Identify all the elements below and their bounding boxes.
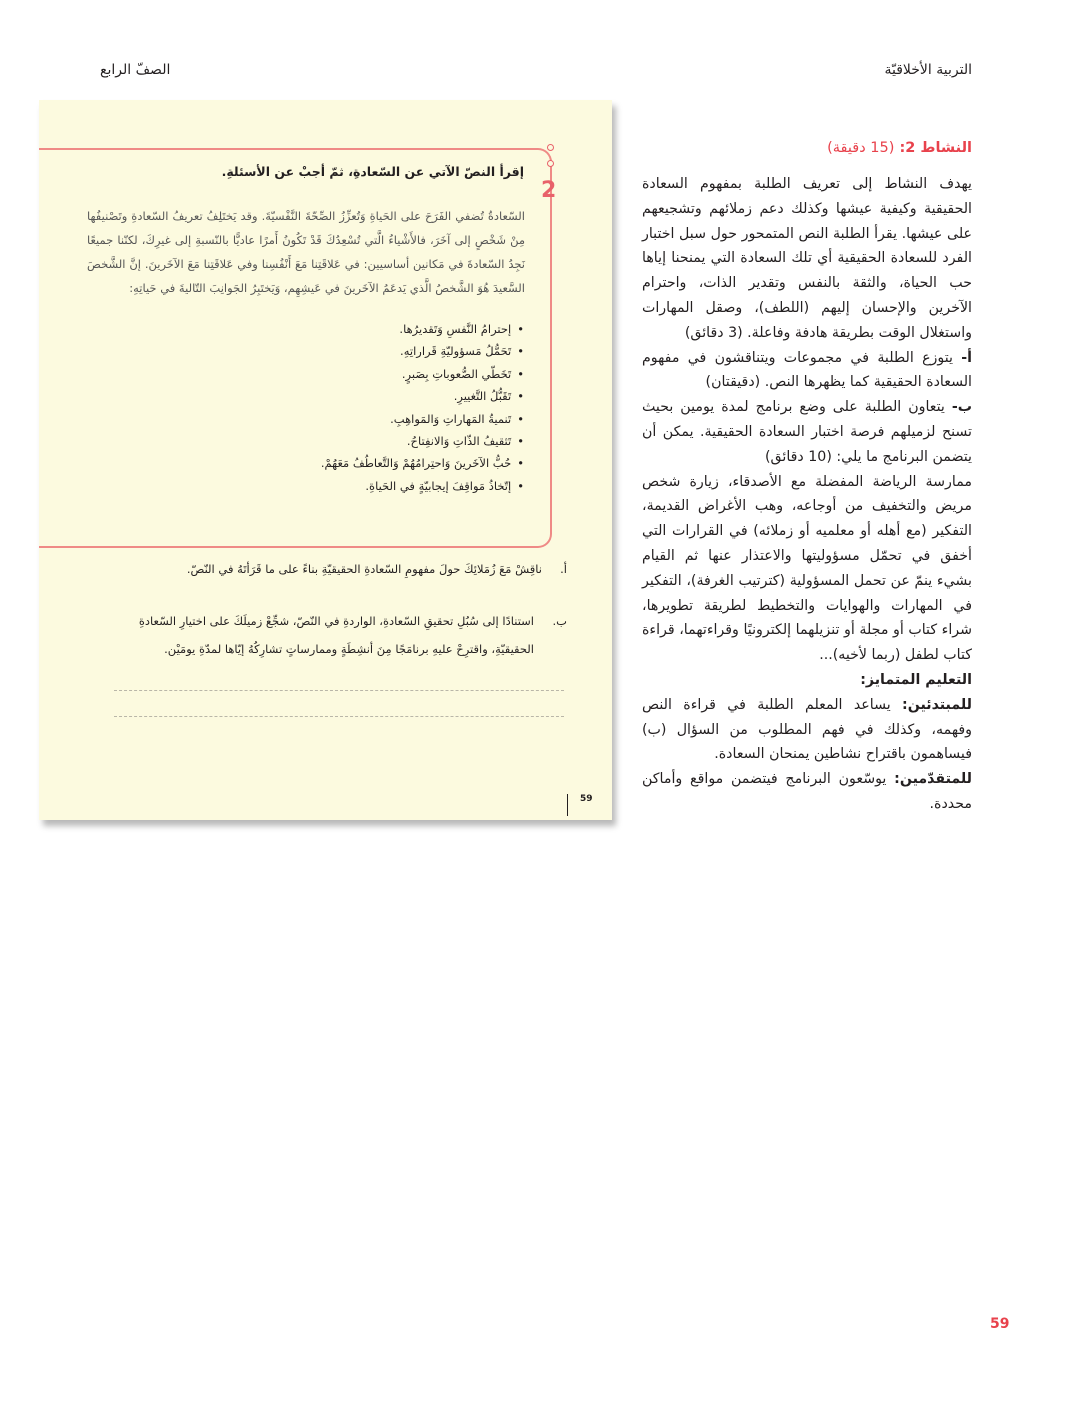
question-b-line2: الحقيقيّةِ، واقترِحْ عليهِ برنامَجًا مِنَ أنشِطَةٍ وممارساتٍ تشارِكُهُ إيّاها لمدّةِ يومَيْن.: [164, 642, 534, 656]
advanced-text: يوسّعون البرنامج فيتضمن مواقع وأماكن محددة.: [642, 771, 972, 812]
step-a: [642, 346, 972, 396]
step-b-label: ب-: [951, 399, 973, 416]
question-b-label: ب.: [552, 614, 567, 628]
page-number-divider: [567, 794, 568, 816]
list-item: • حُبُّ الآخَرينَ وَاحتِرامُهُمْ وَالتَّعاطُفُ مَعَهُمْ.: [321, 452, 524, 474]
list-item: • تَخَطّي الصُّعوباتِ بِصَبرٍ.: [321, 363, 524, 385]
list-item: • تَحَمُّلُ مَسؤوليّةِ قَراراتِهِ.: [321, 340, 524, 362]
page-number: 59: [990, 1316, 1010, 1332]
activity-title: [827, 140, 972, 156]
question-a: ناقِشْ مَعَ زُمَلائِكَ حولَ مفهومِ السّعادةِ الحقيقيّةِ بناءً على ما قَرَأتَهُ في النّصّ.: [186, 562, 542, 576]
advanced-note: [642, 767, 972, 817]
step-a-label: أ-: [961, 349, 972, 366]
activity-instruction: إقرأ النصّ الآتي عن السّعادةِ، ثمّ أجبْ عن الأسئلةِ.: [221, 164, 524, 179]
subject-header: التربية الأخلاقيّة: [884, 62, 972, 78]
happiness-paragraph: السّعادةُ تُضفي الفَرَحَ على الحَياةِ وَتُعزِّزُ الصِّحّةَ النَّفْسيّةَ. وقد يَختَلِفُ تعريفُ السّعادةِ وتَصْنيفُها مِنْ شَخْصٍ إلى آخَرَ، فالأَشْياءُ الَّتي تُسْعِدُكَ قَدْ تَكُونُ أَمرًا عاديًّا بالنّسبةِ إلى غيرِكَ، لكنّنا جميعًا نَجِدُ السّعادةَ في مَكانين أساسيين: في عَلاقَتِنا مَعَ أَنْفُسِنا وفي عَلاقَتِنا مَعَ الآخَرينَ. إنَّ الشَّخصَ السَّعيدَ هُوَ الشَّخصُ الَّذي يَدعَمُ الآخَرينَ في عَيشِهِم، وَيَختَبِرُ الجَوانِبَ التّاليةَ في حَياتِهِ:: [87, 209, 525, 295]
differentiated-learning-title: التعليم المتمايز:: [860, 671, 972, 688]
activity-duration: (15 دقيقة): [827, 140, 895, 156]
answer-line: [114, 716, 564, 717]
beginners-text: يساعد المعلم الطلبة في قراءة النص وفهمه، وكذلك في فهم المطلوب من السؤال (ب) فيساهمون باقتراح نشاطين يمنحان السعادة.: [642, 696, 972, 763]
answer-line: [114, 690, 564, 691]
question-a-label: أ.: [560, 562, 567, 576]
advanced-label: للمتقدّمين:: [894, 771, 973, 788]
teacher-guide-body: [642, 172, 972, 817]
list-item: • إحترامُ النَّفسِ وَتَقديرُها.: [321, 318, 524, 340]
list-item: • تَنميةُ المَهاراتِ وَالمَواهِبِ.: [321, 408, 524, 430]
step-b: [642, 395, 972, 469]
list-item: • تَقَبُّلُ التَّغييرِ.: [321, 385, 524, 407]
list-item: • إتّخاذُ مَواقِفَ إيجابيّةٍ في الحَياةِ.: [321, 475, 524, 497]
student-book-page: [39, 100, 612, 820]
beginners-label: للمبتدئين:: [902, 696, 972, 713]
student-page-number: 59: [580, 794, 593, 804]
activity-intro: يهدف النشاط إلى تعريف الطلبة بمفهوم السعادة الحقيقية وكيفية عيشها وكذلك دعم زملائهم وتشجيعهم على عيشها. يقرأ الطلبة النص المتمحور حول سبل اختبار الفرد للسعادة الحقيقية أي تلك السعادة التي يمنحنا إياها حب الحياة، والثقة بالنفس وتقدير الذات، واحترام الآخرين والإحسان إليهم (اللطف)، وصقل المهارات واستغلال الوقت بطريقة هادفة وفاعلة. (3 دقائق): [642, 176, 972, 341]
step-b-text: يتعاون الطلبة على وضع برنامج لمدة يومين بحيث تسنح لزميلهم فرصة اختبار السعادة الحقيقية. يمكن أن يتضمن البرنامج ما يلي: (10 دقائق): [642, 399, 972, 465]
step-a-text: يتوزع الطلبة في مجموعات ويتناقشون في مفهوم السعادة الحقيقية كما يظهرها النص. (دقيقتان): [642, 349, 972, 391]
grade-header: الصفّ الرابع: [100, 62, 171, 78]
frame-ring-icon: [547, 160, 554, 167]
frame-ring-icon: [547, 144, 554, 151]
program-examples: ممارسة الرياضة المفضلة مع الأصدقاء، زيارة شخص مريض والتخفيف من أوجاعه، وهب الأغراض القديمة، التفكير (مع أهله أو معلميه أو زملائه) في القرارات التي أخفق في تحمّل مسؤوليتها والاعتذار عنها ثم القيام بشيء ينمّ عن تحمل المسؤولية (كترتيب الغرفة)، التفكير في المهارات والهوايات والتخطيط لطريقة تطويرها، شراء كتاب أو مجلة أو تنزيلهما إلكترونيًا وقراءتهما، قراءة كتاب لطفل (ربما لأخيه)...: [642, 473, 972, 664]
activity-title-label: النشاط 2:: [899, 140, 972, 156]
list-item: • تَثقيفُ الذّاتِ وَالانفِتاحُ.: [321, 430, 524, 452]
question-b-line1: استنادًا إلى سُبُلِ تحقيقِ السّعادةِ، الواردةِ في النّصّ، شجِّعْ زميلَكَ على اختيارِ السّعادةِ: [138, 614, 534, 628]
activity-number: 2: [541, 178, 557, 203]
beginners-note: [642, 693, 972, 767]
happiness-aspects-list: [321, 318, 524, 497]
